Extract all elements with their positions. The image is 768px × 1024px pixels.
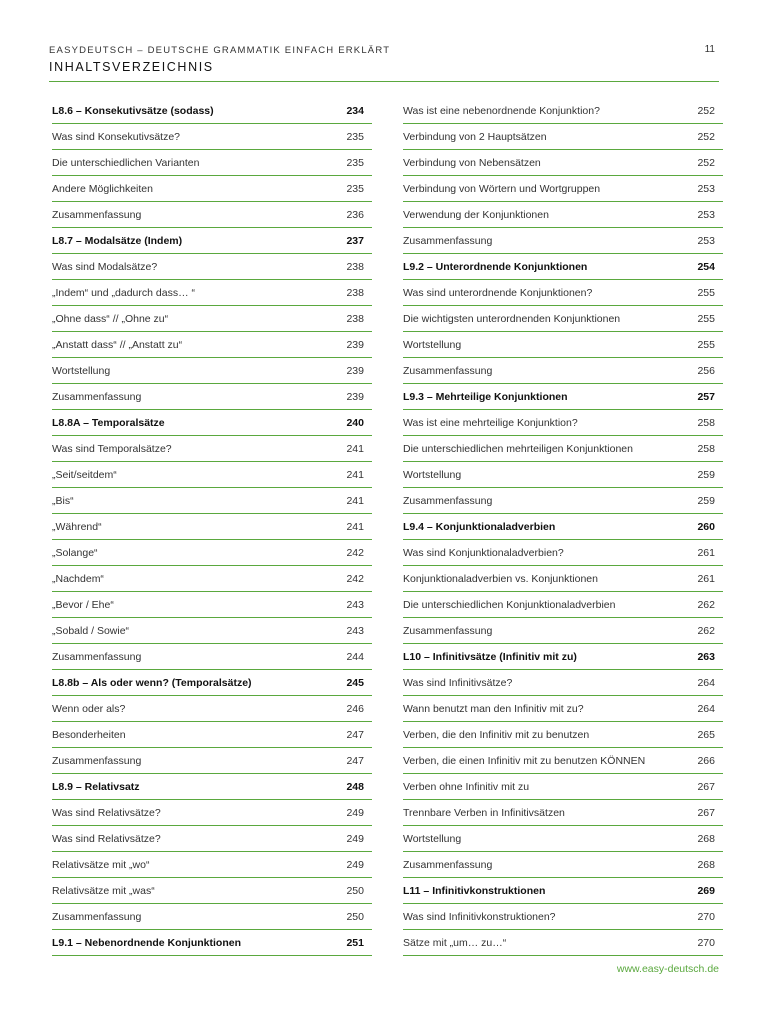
toc-entry-label: L8.8b – Als oder wenn? (Temporalsätze)	[52, 677, 252, 689]
toc-entry-label: Verwendung der Konjunktionen	[403, 209, 549, 221]
toc-entry[interactable]	[52, 826, 372, 852]
toc-entry-page: 251	[346, 937, 364, 949]
toc-entry-label: L8.7 – Modalsätze (Indem)	[52, 235, 183, 247]
toc-entry-page: 262	[697, 599, 715, 611]
toc-entry-page: 247	[346, 755, 364, 767]
toc-entry[interactable]	[52, 904, 372, 930]
toc-entry[interactable]	[52, 852, 372, 878]
toc-entry[interactable]	[52, 436, 372, 462]
toc-entry[interactable]	[403, 280, 723, 306]
toc-entry[interactable]	[52, 800, 372, 826]
toc-entry-page: 245	[346, 677, 364, 689]
toc-entry[interactable]	[52, 696, 372, 722]
toc-entry-page: 262	[697, 625, 715, 637]
toc-entry-label: L9.4 – Konjunktionaladverbien	[403, 521, 556, 533]
toc-entry-label: „Bis“	[52, 495, 74, 507]
toc-entry[interactable]	[52, 566, 372, 592]
toc-entry[interactable]	[52, 124, 372, 150]
toc-entry-label: Trennbare Verben in Infinitivsätzen	[403, 807, 565, 819]
toc-entry-label: „Solange“	[52, 547, 98, 559]
toc-entry-page: 253	[697, 183, 715, 195]
toc-entry-label: Was sind unterordnende Konjunktionen?	[403, 287, 593, 299]
toc-entry[interactable]	[403, 670, 723, 696]
toc-entry-page: 241	[346, 443, 364, 455]
toc-entry-label: Andere Möglichkeiten	[52, 183, 153, 195]
toc-entry[interactable]	[52, 306, 372, 332]
toc-entry-label: Die unterschiedlichen mehrteiligen Konjunktionen	[403, 443, 633, 455]
toc-entry-label: Die unterschiedlichen Konjunktionaladverbien	[403, 599, 616, 611]
toc-entry-label: „Seit/seitdem“	[52, 469, 117, 481]
toc-entry-label: Wann benutzt man den Infinitiv mit zu?	[403, 703, 584, 715]
toc-entry-label: Zusammenfassung	[52, 911, 142, 923]
toc-entry-label: L9.2 – Unterordnende Konjunktionen	[403, 261, 588, 273]
toc-entry-label: Zusammenfassung	[403, 495, 493, 507]
toc-entry-page: 253	[697, 235, 715, 247]
toc-chapter-entry[interactable]	[52, 930, 372, 956]
toc-entry[interactable]	[403, 566, 723, 592]
toc-entry-label: Was ist eine nebenordnende Konjunktion?	[403, 105, 600, 117]
toc-entry-page: 261	[697, 573, 715, 585]
toc-chapter-entry[interactable]	[52, 670, 372, 696]
toc-entry-label: L10 – Infinitivsätze (Infinitiv mit zu)	[403, 651, 577, 663]
toc-entry-page: 268	[697, 833, 715, 845]
toc-entry-label: „Anstatt dass“ // „Anstatt zu“	[52, 339, 183, 351]
toc-entry-page: 236	[346, 209, 364, 221]
toc-entry-page: 270	[697, 937, 715, 949]
toc-entry[interactable]	[52, 462, 372, 488]
toc-entry-label: Die unterschiedlichen Varianten	[52, 157, 200, 169]
toc-entry-label: „Ohne dass“ // „Ohne zu“	[52, 313, 169, 325]
book-series-title: EASYDEUTSCH – DEUTSCHE GRAMMATIK EINFACH ERKLÄRT	[49, 45, 391, 56]
toc-entry[interactable]	[52, 748, 372, 774]
toc-chapter-entry[interactable]	[403, 514, 723, 540]
toc-chapter-entry[interactable]	[403, 644, 723, 670]
toc-entry-label: Was sind Modalsätze?	[52, 261, 158, 273]
toc-entry-page: 238	[346, 287, 364, 299]
toc-entry-page: 255	[697, 313, 715, 325]
toc-entry-page: 239	[346, 339, 364, 351]
toc-entry-page: 248	[346, 781, 364, 793]
toc-entry-page: 241	[346, 521, 364, 533]
toc-entry-label: Was sind Temporalsätze?	[52, 443, 172, 455]
toc-entry-page: 270	[697, 911, 715, 923]
toc-entry-label: Wortstellung	[403, 469, 462, 481]
toc-entry-label: „Bevor / Ehe“	[52, 599, 114, 611]
toc-entry[interactable]	[403, 852, 723, 878]
toc-entry[interactable]	[403, 774, 723, 800]
toc-entry[interactable]	[52, 254, 372, 280]
toc-entry-label: Zusammenfassung	[52, 755, 142, 767]
toc-entry-page: 268	[697, 859, 715, 871]
toc-entry-page: 249	[346, 859, 364, 871]
toc-entry[interactable]	[52, 280, 372, 306]
toc-entry-page: 267	[697, 781, 715, 793]
toc-entry-label: Die wichtigsten unterordnenden Konjunktionen	[403, 313, 621, 325]
toc-entry-label: Zusammenfassung	[52, 209, 142, 221]
toc-entry-page: 239	[346, 391, 364, 403]
toc-entry-page: 249	[346, 833, 364, 845]
toc-column-right	[403, 98, 723, 956]
toc-entry-page: 259	[697, 495, 715, 507]
toc-entry-page: 264	[697, 677, 715, 689]
toc-entry-label: L11 – Infinitivkonstruktionen	[403, 885, 546, 897]
toc-entry[interactable]	[403, 358, 723, 384]
toc-entry-label: Was ist eine mehrteilige Konjunktion?	[403, 417, 578, 429]
toc-chapter-entry[interactable]	[52, 228, 372, 254]
toc-entry[interactable]	[403, 98, 723, 124]
page-title: INHALTSVERZEICHNIS	[49, 60, 214, 74]
toc-entry-page: 256	[697, 365, 715, 377]
toc-entry-page: 264	[697, 703, 715, 715]
toc-entry-page: 239	[346, 365, 364, 377]
toc-entry-label: L8.9 – Relativsatz	[52, 781, 140, 793]
toc-entry-page: 250	[346, 885, 364, 897]
toc-entry-label: Relativsätze mit „was“	[52, 885, 155, 897]
toc-entry-page: 252	[697, 157, 715, 169]
toc-entry-page: 234	[346, 105, 364, 117]
toc-entry[interactable]	[52, 488, 372, 514]
toc-entry[interactable]	[52, 150, 372, 176]
toc-entry-label: Konjunktionaladverbien vs. Konjunktionen	[403, 573, 598, 585]
toc-entry-page: 235	[346, 131, 364, 143]
toc-entry[interactable]	[52, 722, 372, 748]
toc-entry-page: 249	[346, 807, 364, 819]
toc-entry-page: 241	[346, 469, 364, 481]
toc-entry[interactable]	[52, 592, 372, 618]
toc-entry[interactable]	[52, 358, 372, 384]
toc-entry-label: Zusammenfassung	[52, 391, 142, 403]
toc-entry[interactable]	[403, 410, 723, 436]
toc-entry[interactable]	[403, 228, 723, 254]
toc-entry-label: Was sind Relativsätze?	[52, 807, 161, 819]
toc-entry[interactable]	[403, 436, 723, 462]
toc-entry-label: Was sind Infinitivsätze?	[403, 677, 513, 689]
toc-chapter-entry[interactable]	[403, 384, 723, 410]
toc-entry[interactable]	[52, 540, 372, 566]
toc-entry-label: L9.1 – Nebenordnende Konjunktionen	[52, 937, 242, 949]
toc-entry-label: Sätze mit „um… zu…“	[403, 937, 507, 949]
toc-chapter-entry[interactable]	[403, 878, 723, 904]
toc-entry-page: 265	[697, 729, 715, 741]
toc-entry-label: „Sobald / Sowie“	[52, 625, 130, 637]
page-header	[49, 44, 719, 75]
toc-entry-page: 252	[697, 105, 715, 117]
toc-entry[interactable]	[403, 592, 723, 618]
toc-entry-page: 240	[346, 417, 364, 429]
toc-entry-label: Verben, die den Infinitiv mit zu benutzen	[403, 729, 590, 741]
toc-entry[interactable]	[403, 904, 723, 930]
toc-entry-page: 254	[697, 261, 715, 273]
toc-entry-label: Was sind Relativsätze?	[52, 833, 161, 845]
toc-entry-label: Zusammenfassung	[403, 365, 493, 377]
toc-column-left	[52, 98, 372, 956]
toc-entry[interactable]	[403, 618, 723, 644]
toc-chapter-entry[interactable]	[52, 410, 372, 436]
header-divider	[49, 81, 719, 82]
toc-entry[interactable]	[403, 722, 723, 748]
toc-entry[interactable]	[52, 878, 372, 904]
toc-entry-label: „Während“	[52, 521, 102, 533]
toc-entry-label: L8.8A – Temporalsätze	[52, 417, 165, 429]
toc-entry-page: 238	[346, 313, 364, 325]
toc-entry-label: Verbindung von Wörtern und Wortgruppen	[403, 183, 601, 195]
toc-chapter-entry[interactable]	[403, 254, 723, 280]
toc-entry[interactable]	[52, 384, 372, 410]
toc-entry-label: Zusammenfassung	[403, 235, 493, 247]
toc-entry[interactable]	[52, 332, 372, 358]
toc-entry-label: L8.6 – Konsekutivsätze (sodass)	[52, 105, 214, 117]
toc-entry-page: 267	[697, 807, 715, 819]
toc-entry-page: 246	[346, 703, 364, 715]
toc-entry[interactable]	[403, 332, 723, 358]
toc-entry-label: „Nachdem“	[52, 573, 104, 585]
toc-entry-label: L9.3 – Mehrteilige Konjunktionen	[403, 391, 568, 403]
toc-entry-label: Verben ohne Infinitiv mit zu	[403, 781, 530, 793]
toc-entry-page: 243	[346, 599, 364, 611]
toc-entry-label: Wortstellung	[52, 365, 111, 377]
toc-entry-page: 243	[346, 625, 364, 637]
toc-entry-page: 247	[346, 729, 364, 741]
toc-entry-page: 255	[697, 287, 715, 299]
toc-entry[interactable]	[52, 176, 372, 202]
toc-entry[interactable]	[403, 488, 723, 514]
toc-entry-page: 263	[697, 651, 715, 663]
toc-entry[interactable]	[403, 306, 723, 332]
toc-entry[interactable]	[403, 800, 723, 826]
toc-entry-page: 237	[346, 235, 364, 247]
toc-chapter-entry[interactable]	[52, 774, 372, 800]
toc-entry[interactable]	[403, 540, 723, 566]
toc-entry[interactable]	[403, 696, 723, 722]
toc-entry-label: Wenn oder als?	[52, 703, 126, 715]
footer-website-link[interactable]: www.easy-deutsch.de	[616, 963, 719, 975]
toc-entry-label: „Indem“ und „dadurch dass… “	[52, 287, 195, 299]
toc-entry-page: 269	[697, 885, 715, 897]
toc-entry-page: 238	[346, 261, 364, 273]
page-number: 11	[704, 44, 715, 55]
toc-entry-page: 235	[346, 183, 364, 195]
toc-entry-page: 253	[697, 209, 715, 221]
toc-entry-label: Zusammenfassung	[403, 625, 493, 637]
toc-entry-page: 242	[346, 573, 364, 585]
toc-entry-page: 266	[697, 755, 715, 767]
toc-entry-page: 260	[697, 521, 715, 533]
toc-entry-label: Zusammenfassung	[403, 859, 493, 871]
toc-entry-page: 261	[697, 547, 715, 559]
toc-entry-label: Was sind Konsekutivsätze?	[52, 131, 181, 143]
toc-chapter-entry[interactable]	[52, 98, 372, 124]
toc-entry[interactable]	[403, 202, 723, 228]
toc-entry-label: Verbindung von 2 Hauptsätzen	[403, 131, 547, 143]
toc-entry-page: 259	[697, 469, 715, 481]
toc-entry-label: Verben, die einen Infinitiv mit zu benutzen KÖNNEN	[403, 755, 646, 767]
toc-entry[interactable]	[403, 124, 723, 150]
toc-entry-page: 235	[346, 157, 364, 169]
toc-entry[interactable]	[403, 826, 723, 852]
toc-entry-page: 241	[346, 495, 364, 507]
toc-entry-label: Wortstellung	[403, 833, 462, 845]
toc-entry-page: 252	[697, 131, 715, 143]
toc-entry-page: 244	[346, 651, 364, 663]
toc-entry-label: Was sind Infinitivkonstruktionen?	[403, 911, 556, 923]
toc-entry-label: Verbindung von Nebensätzen	[403, 157, 541, 169]
toc-entry[interactable]	[403, 150, 723, 176]
toc-entry-page: 257	[697, 391, 715, 403]
toc-entry-label: Besonderheiten	[52, 729, 126, 741]
toc-entry[interactable]	[52, 618, 372, 644]
toc-entry[interactable]	[403, 462, 723, 488]
toc-entry-page: 258	[697, 417, 715, 429]
toc-entry-page: 242	[346, 547, 364, 559]
toc-entry-page: 250	[346, 911, 364, 923]
toc-entry-page: 258	[697, 443, 715, 455]
toc-entry-label: Relativsätze mit „wo“	[52, 859, 150, 871]
toc-entry-label: Zusammenfassung	[52, 651, 142, 663]
toc-entry-label: Wortstellung	[403, 339, 462, 351]
toc-entry[interactable]	[52, 202, 372, 228]
toc-entry[interactable]	[403, 748, 723, 774]
toc-entry[interactable]	[52, 514, 372, 540]
toc-entry[interactable]	[403, 176, 723, 202]
toc-entry[interactable]	[403, 930, 723, 956]
toc-entry-label: Was sind Konjunktionaladverbien?	[403, 547, 564, 559]
toc-entry-page: 255	[697, 339, 715, 351]
toc-entry[interactable]	[52, 644, 372, 670]
